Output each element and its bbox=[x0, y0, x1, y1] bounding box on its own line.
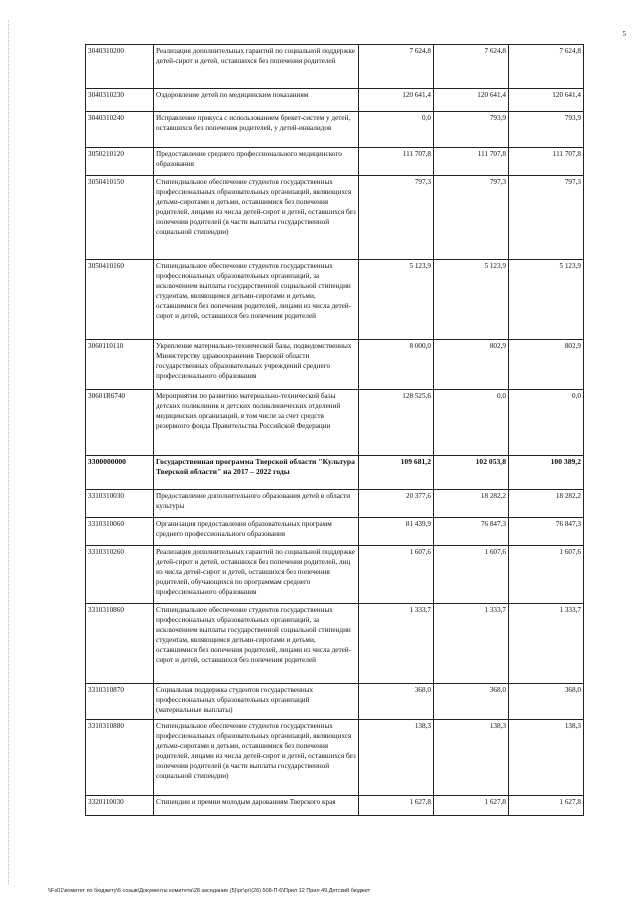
row-name: Стипендии и премии молодым дарованиям Тверского края bbox=[154, 796, 359, 816]
row-value-2: 76 847,3 bbox=[434, 518, 509, 546]
table-row bbox=[86, 148, 584, 176]
row-value-1: 138,3 bbox=[359, 720, 434, 796]
row-code: 3310310870 bbox=[86, 684, 154, 720]
row-name: Стипендиальное обеспечение студентов государственных профессиональных образовательных организаций, за исключением выплаты государственной социальной стипендии студентам, являющимся детьми-сиротами и детьми, оставшимися без попечения родителей, лицами из числа детей-сирот и детей, оставшихся без попечения родителей bbox=[154, 604, 359, 684]
row-code: 3310310880 bbox=[86, 720, 154, 796]
row-name: Мероприятия по развитию материально-технической базы детских поликлиник и детских поликлинических отделений медицинских организаций, в том числе за счет средств резервного фонда Правительства Российской Федерации bbox=[154, 390, 359, 456]
scan-edge bbox=[8, 20, 9, 885]
row-value-2: 1 627,8 bbox=[434, 796, 509, 816]
table-row bbox=[86, 176, 584, 260]
row-value-2: 120 641,4 bbox=[434, 89, 509, 112]
row-name: Стипендиальное обеспечение студентов государственных профессиональных образовательных организаций, являющихся детьми-сиротами и детьми, оставшимися без попечения родителей, лицами из числа детей-сирот и детей, оставшихся без попечения родителей (в части выплаты государственной социальной стипендии) bbox=[154, 720, 359, 796]
row-code: 3310310860 bbox=[86, 604, 154, 684]
row-code: 3040310200 bbox=[86, 45, 154, 89]
row-value-3: 5 123,9 bbox=[509, 260, 584, 340]
row-name: Укрепление материально-технической базы, подведомственных Министерству здравоохранения Тверской области государственных образовательных учреждений среднего профессионального образования bbox=[154, 340, 359, 390]
row-value-1: 120 641,4 bbox=[359, 89, 434, 112]
row-value-1: 128 525,6 bbox=[359, 390, 434, 456]
row-value-3: 18 282,2 bbox=[509, 490, 584, 518]
row-value-3: 100 389,2 bbox=[509, 456, 584, 490]
row-value-2: 111 707,8 bbox=[434, 148, 509, 176]
table-row bbox=[86, 390, 584, 456]
row-name: Оздоровление детей по медицинским показаниям bbox=[154, 89, 359, 112]
row-value-3: 120 641,4 bbox=[509, 89, 584, 112]
row-value-1: 1 627,8 bbox=[359, 796, 434, 816]
row-value-1: 0,0 bbox=[359, 112, 434, 148]
table-row bbox=[86, 546, 584, 604]
row-value-2: 802,9 bbox=[434, 340, 509, 390]
row-value-3: 138,3 bbox=[509, 720, 584, 796]
row-name: Реализация дополнительных гарантий по социальной поддержке детей-сирот и детей, оставшихся без попечения родителей bbox=[154, 45, 359, 89]
row-value-1: 81 439,9 bbox=[359, 518, 434, 546]
table-row bbox=[86, 796, 584, 816]
row-value-1: 8 000,0 bbox=[359, 340, 434, 390]
row-name: Предоставление дополнительного образования детей в области культуры bbox=[154, 490, 359, 518]
row-value-1: 20 377,6 bbox=[359, 490, 434, 518]
row-value-3: 0,0 bbox=[509, 390, 584, 456]
row-value-2: 793,9 bbox=[434, 112, 509, 148]
row-value-3: 76 847,3 bbox=[509, 518, 584, 546]
row-value-2: 368,0 bbox=[434, 684, 509, 720]
budget-table bbox=[85, 44, 584, 816]
row-value-2: 5 123,9 bbox=[434, 260, 509, 340]
row-value-3: 793,9 bbox=[509, 112, 584, 148]
row-code: 30601R6740 bbox=[86, 390, 154, 456]
row-code: 3040310240 bbox=[86, 112, 154, 148]
row-value-2: 7 624,8 bbox=[434, 45, 509, 89]
row-value-1: 109 681,2 bbox=[359, 456, 434, 490]
row-value-2: 102 053,8 bbox=[434, 456, 509, 490]
row-value-2: 18 282,2 bbox=[434, 490, 509, 518]
row-value-3: 1 333,7 bbox=[509, 604, 584, 684]
row-code: 3310310060 bbox=[86, 518, 154, 546]
row-code: 3060110110 bbox=[86, 340, 154, 390]
table-row bbox=[86, 490, 584, 518]
table-row-program-total bbox=[86, 456, 584, 490]
table-row bbox=[86, 112, 584, 148]
row-value-3: 7 624,8 bbox=[509, 45, 584, 89]
row-value-1: 1 607,6 bbox=[359, 546, 434, 604]
row-value-3: 1 627,8 bbox=[509, 796, 584, 816]
row-value-1: 7 624,8 bbox=[359, 45, 434, 89]
row-code: 3050410160 bbox=[86, 260, 154, 340]
row-value-3: 368,0 bbox=[509, 684, 584, 720]
row-value-3: 797,3 bbox=[509, 176, 584, 260]
row-code: 3050410150 bbox=[86, 176, 154, 260]
row-name: Исправление прикуса с использованием брекет-систем у детей, оставшихся без попечения родителей, у детей-инвалидов bbox=[154, 112, 359, 148]
row-name: Стипендиальное обеспечение студентов государственных профессиональных образовательных организаций, за исключением выплаты государственной социальной стипендии студентам, являющимся детьми-сиротами и детьми, оставшимися без попечения родителей, лицами из числа детей-сирот и детей, оставшихся без попечения родителей bbox=[154, 260, 359, 340]
row-name: Социальная поддержка студентов государственных профессиональных образовательных организаций (материальные выплаты) bbox=[154, 684, 359, 720]
row-value-1: 797,3 bbox=[359, 176, 434, 260]
row-value-2: 0,0 bbox=[434, 390, 509, 456]
row-name: Реализация дополнительных гарантий по социальной поддержке детей-сирот и детей, оставшихся без попечения родителей, лиц из числа детей-сирот и детей, оставшихся без попечения родителей, обучающихся по программам среднего профессионального образования bbox=[154, 546, 359, 604]
table-row bbox=[86, 340, 584, 390]
table-row bbox=[86, 604, 584, 684]
row-code: 3040310230 bbox=[86, 89, 154, 112]
row-code: 3320110030 bbox=[86, 796, 154, 816]
row-code: 3050210120 bbox=[86, 148, 154, 176]
row-name: Предоставление среднего профессионального медицинского образования bbox=[154, 148, 359, 176]
table-row bbox=[86, 260, 584, 340]
row-value-1: 5 123,9 bbox=[359, 260, 434, 340]
row-value-3: 1 607,6 bbox=[509, 546, 584, 604]
row-value-1: 368,0 bbox=[359, 684, 434, 720]
row-code: 3300000000 bbox=[86, 456, 154, 490]
row-value-3: 802,9 bbox=[509, 340, 584, 390]
row-code: 3310310030 bbox=[86, 490, 154, 518]
row-value-2: 797,3 bbox=[434, 176, 509, 260]
file-path-footer: \\Fs01\комитет по бюджету\6 созыв\Документы комитета\28 заседание (5)\рг\рг\(26) 508-П-6\Прил 12 Прил 49 Детский бюджет bbox=[48, 888, 371, 894]
row-value-1: 1 333,7 bbox=[359, 604, 434, 684]
row-name: Государственная программа Тверской области "Культура Тверской области" на 2017 – 2022 годы bbox=[154, 456, 359, 490]
row-name: Организация предоставления образовательных программ среднего профессионального образования bbox=[154, 518, 359, 546]
row-value-3: 111 707,8 bbox=[509, 148, 584, 176]
row-value-2: 1 333,7 bbox=[434, 604, 509, 684]
table-row bbox=[86, 684, 584, 720]
row-name: Стипендиальное обеспечение студентов государственных профессиональных образовательных организаций, являющихся детьми-сиротами и детьми, оставшимися без попечения родителей, лицами из числа детей-сирот и детей, оставшихся без попечения родителей (в части выплаты государственной социальной стипендии) bbox=[154, 176, 359, 260]
table-row bbox=[86, 45, 584, 89]
row-value-2: 1 607,6 bbox=[434, 546, 509, 604]
row-code: 3310310260 bbox=[86, 546, 154, 604]
row-value-1: 111 707,8 bbox=[359, 148, 434, 176]
page-number: 5 bbox=[622, 30, 626, 38]
row-value-2: 138,3 bbox=[434, 720, 509, 796]
table-row bbox=[86, 518, 584, 546]
table-row bbox=[86, 89, 584, 112]
table-row bbox=[86, 720, 584, 796]
